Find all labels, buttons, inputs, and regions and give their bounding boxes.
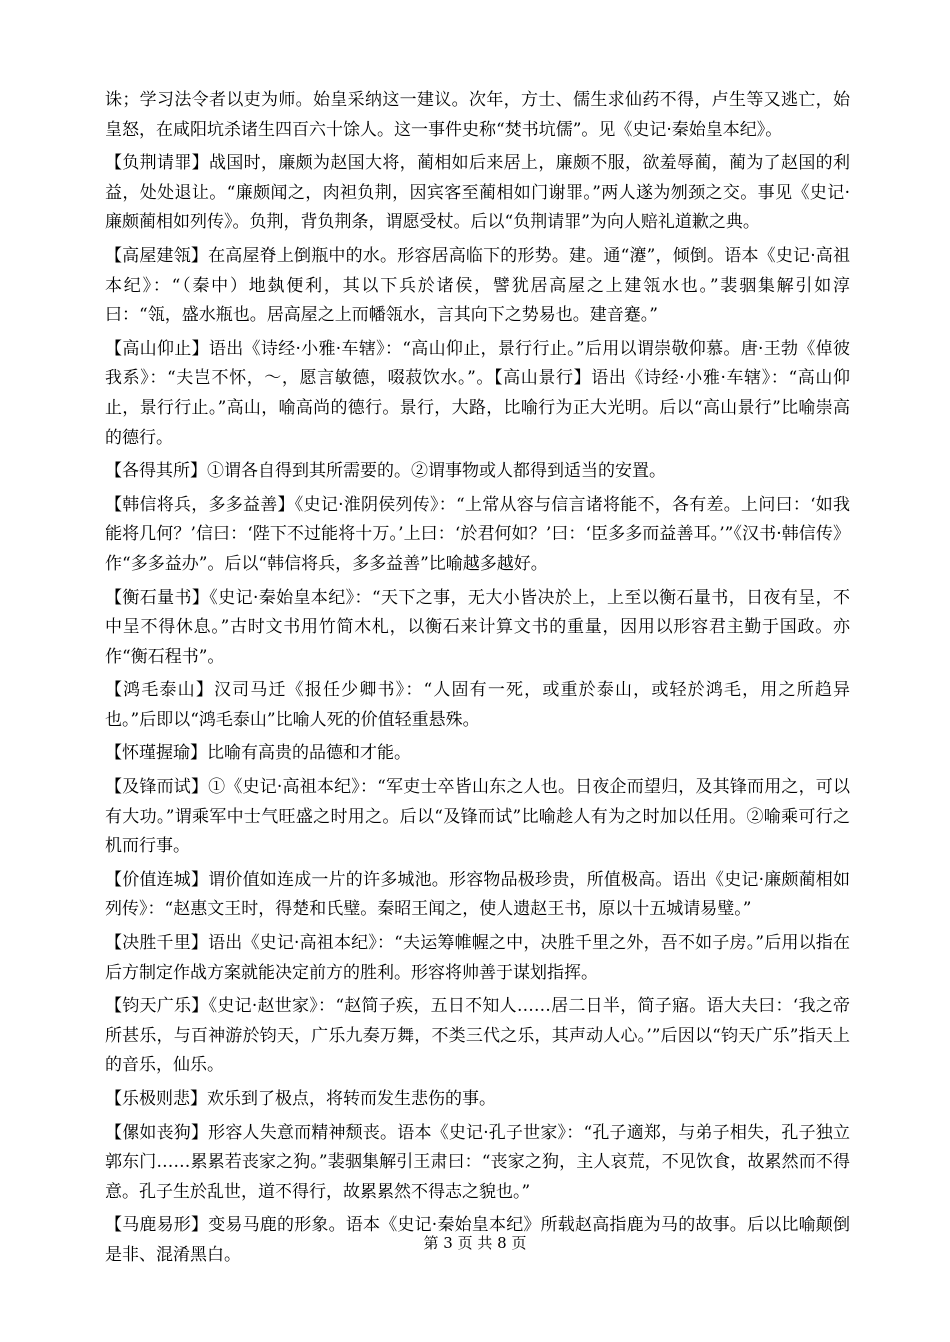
entry-han-xin-jiang-bing: 【韩信将兵，多多益善】《史记·淮阴侯列传》：“上常从容与信言诸将能不，各有差。上问曰：‘如我能将几何？’信曰：‘陛下不过能将十万。’上曰：‘於君何如？’曰：‘臣多多而益善耳。’”《汉书·韩信传》作“多多益办”。后以“韩信将兵，多多益善”比喻越多越好。 bbox=[105, 494, 850, 574]
entry-hong-mao-tai-shan: 【鸿毛泰山】汉司马迁《报任少卿书》：“人固有一死，或重於泰山，或轻於鸿毛，用之所趋异也。”后即以“鸿毛泰山”比喻人死的价值轻重悬殊。 bbox=[105, 680, 850, 730]
page-number: 第 3 页 共 8 页 bbox=[423, 1234, 527, 1252]
entry-lei-ru-sang-gou: 【傫如丧狗】形容人失意而精神颓丧。语本《史记·孔子世家》：“孔子適郑，与弟子相失，孔子独立郭东门……累累若丧家之狗。”裴骃集解引王肃曰：“丧家之狗，主人哀荒，不见饮食，故累然而不得意。孔子生於乱世，道不得行，故累累然不得志之貌也。” bbox=[105, 1122, 850, 1202]
entry-heng-shi-liang-shu: 【衡石量书】《史记·秦始皇本纪》：“天下之事，无大小皆决於上，上至以衡石量书，日夜有呈，不中呈不得休息。”古时文书用竹简木札，以衡石来计算文书的重量，因用以形容君主勤于国政。亦作“衡石程书”。 bbox=[105, 587, 850, 667]
entry-gao-wu-jian-ling: 【高屋建瓴】在高屋脊上倒瓶中的水。形容居高临下的形势。建。通“瀽”，倾倒。语本《史记·高祖本纪》：“（秦中）地埶便利，其以下兵於诸侯，譬犹居高屋之上建瓴水也。”裴骃集解引如淳曰：“瓴，盛水瓶也。居高屋之上而幡瓴水，言其向下之势易也。建音蹇。” bbox=[105, 245, 850, 326]
entry-le-ji-ze-bei: 【乐极则悲】欢乐到了极点，将转而发生悲伤的事。 bbox=[105, 1089, 496, 1109]
entry-jun-tian-guang-yue: 【钧天广乐】《史记·赵世家》：“赵简子疾，五日不知人……居二日半，简子寤。语大夫曰：‘我之帝所甚乐，与百神游於钧天，广乐九奏万舞，不类三代之乐，其声动人心。’”后因以“钧天广乐”指天上的音乐，仙乐。 bbox=[105, 996, 850, 1076]
entry-huai-jin-wo-yu: 【怀瑾握瑜】比喻有高贵的品德和才能。 bbox=[105, 743, 411, 764]
entry-jia-zhi-lian-cheng: 【价值连城】谓价值如连成一片的许多城池。形容物品极珍贵，所值极高。语出《史记·廉颇蔺相如列传》：“赵惠文王时，得楚和氏璧。秦昭王闻之，使人遗赵王书，原以十五城请易璧。” bbox=[105, 869, 850, 920]
entry-fu-jing-qing-zui: 【负荆请罪】战国时，廉颇为赵国大将，蔺相如后来居上，廉颇不服，欲羞辱蔺，蔺为了赵国的利益，处处退让。“廉颇闻之，肉袒负荆，因宾客至蔺相如门谢罪。”两人遂为刎颈之交。事见《史记·廉颇蔺相如列传》。负荆，背负荆条，谓愿受杖。后以“负荆请罪”为向人赔礼道歉之典。 bbox=[105, 153, 850, 233]
entry-ge-de-qi-suo: 【各得其所】①谓各自得到其所需要的。②谓事物或人都得到适当的安置。 bbox=[105, 461, 666, 482]
document-body bbox=[105, 86, 850, 1275]
entry-ma-lu-yi-xing: 【马鹿易形】变易马鹿的形象。语本《史记·秦始皇本纪》所载赵高指鹿为马的故事。后以比喻颠倒是非、混淆黑白。 bbox=[105, 1215, 850, 1265]
entry-continuation: 诛；学习法令者以吏为师。始皇采纳这一建议。次年，方士、儒生求仙药不得，卢生等又逃亡，始皇怒，在咸阳坑杀诸生四百六十馀人。这一事件史称“焚书坑儒”。见《史记·秦始皇本纪》。 bbox=[105, 90, 850, 140]
entry-jue-sheng-qian-li: 【决胜千里】语出《史记·高祖本纪》：“夫运筹帷幄之中，决胜千里之外，吾不如子房。”后用以指在后方制定作战方案就能决定前方的胜利。形容将帅善于谋划指挥。 bbox=[105, 933, 850, 983]
entry-ji-feng-er-shi: 【及锋而试】①《史记·高祖本纪》：“军吏士卒皆山东之人也。日夜企而望归，及其锋而用之，可以有大功。”谓乘军中士气旺盛之时用之。后以“及锋而试”比喻趁人有为之时加以任用。②喻乘可行之机而行事。 bbox=[105, 777, 850, 857]
entry-gao-shan-yang-zhi: 【高山仰止】语出《诗经·小雅·车辖》：“高山仰止，景行行止。”后用以谓崇敬仰慕。唐·王勃《倬彼我系》：“夫岂不怀，～，愿言敏德，啜菽饮水。”。【高山景行】语出《诗经·小雅·车辖》：“高山仰止，景行行止。”高山，喻高尚的德行。景行，大路，比喻行为正大光明。后以“高山景行”比喻崇高的德行。 bbox=[105, 338, 850, 448]
